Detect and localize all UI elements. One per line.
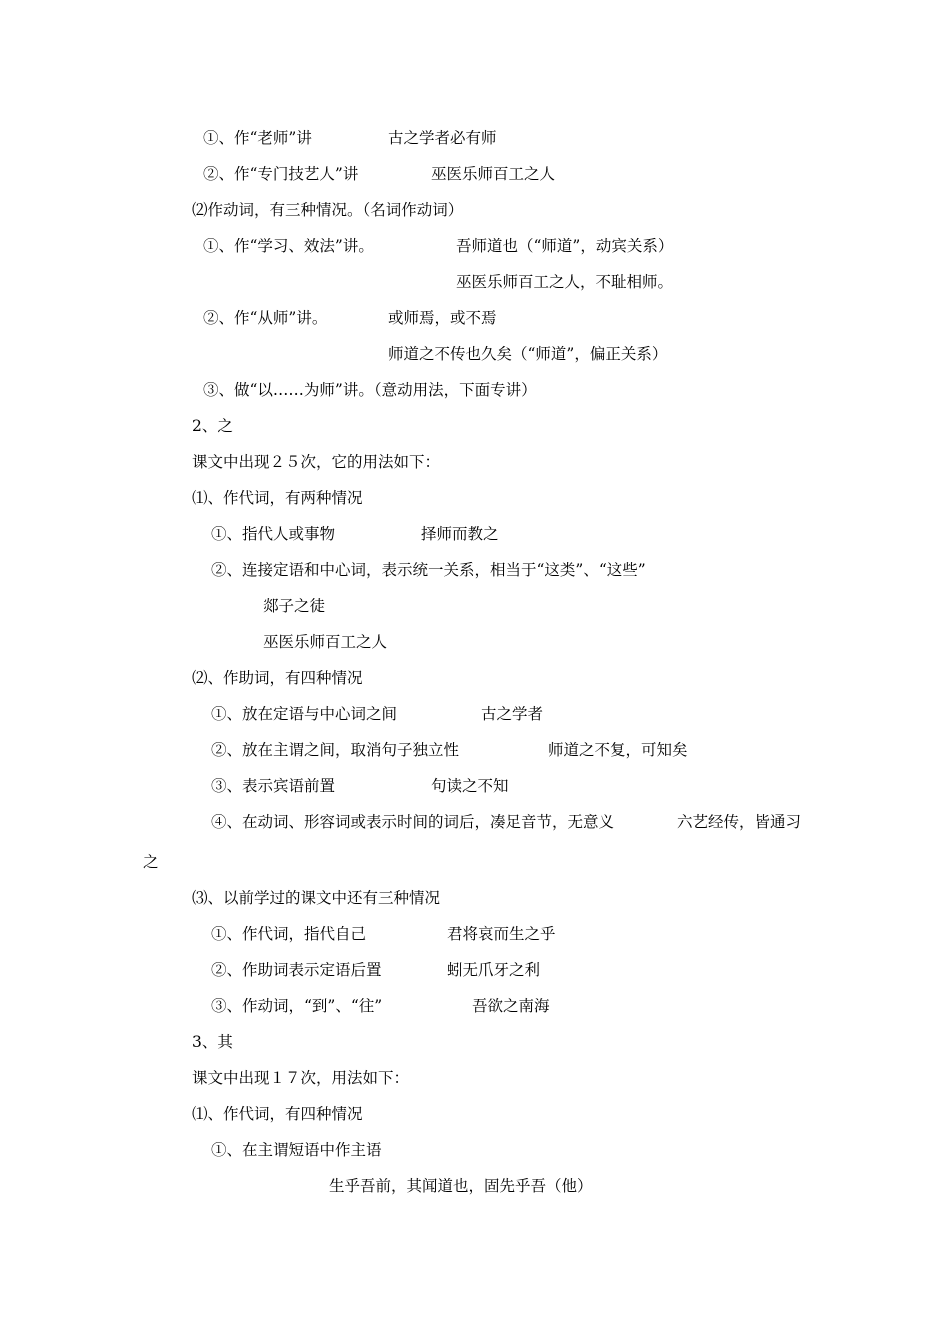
text-line: 郯子之徒 [263, 597, 326, 615]
text-line: ⑶、以前学过的课文中还有三种情况 [192, 889, 441, 907]
text-line: 君将哀而生之乎 [447, 925, 556, 943]
text-line: ②、作“从师”讲。 [203, 309, 328, 327]
text-line: 巫医乐师百工之人，不耻相师。 [456, 273, 674, 291]
text-line: 吾师道也（“师道”，动宾关系） [456, 237, 674, 255]
text-line: ②、作“专门技艺人”讲 [203, 165, 359, 183]
text-line: 择师而教之 [421, 525, 499, 543]
text-line: ①、指代人或事物 [211, 525, 336, 543]
text-line: 吾欲之南海 [472, 997, 550, 1015]
text-line: ⑵、作助词，有四种情况 [192, 669, 363, 687]
text-line: 巫医乐师百工之人 [263, 633, 388, 651]
text-line: 师道之不传也久矣（“师道”，偏正关系） [388, 345, 668, 363]
text-line: ②、作助词表示定语后置 [211, 961, 382, 979]
section-heading: 2、之 [192, 417, 233, 435]
text-line: ⑴、作代词，有两种情况 [192, 489, 363, 507]
text-line: ⑵作动词，有三种情况。（名词作动词） [192, 201, 464, 219]
text-line: ②、连接定语和中心词，表示统一关系，相当于“这类”、“这些” [211, 561, 646, 579]
text-line: 句读之不知 [431, 777, 509, 795]
text-line: 六艺经传，皆通习 [677, 813, 802, 831]
text-line: ①、作“老师”讲 [203, 129, 312, 147]
text-line: 之 [143, 853, 159, 871]
text-line: 蚓无爪牙之利 [447, 961, 541, 979]
text-line: ③、作动词，“到”、“往” [211, 997, 383, 1015]
text-line: 或师焉，或不焉 [388, 309, 497, 327]
text-line: ⑴、作代词，有四种情况 [192, 1105, 363, 1123]
text-line: 课文中出现１７次，用法如下： [192, 1069, 410, 1087]
text-line: 师道之不复，可知矣 [548, 741, 688, 759]
text-line: ①、作代词，指代自己 [211, 925, 367, 943]
text-line: ④、在动词、形容词或表示时间的词后，凑足音节，无意义 [211, 813, 615, 831]
text-line: ①、作“学习、效法”讲。 [203, 237, 374, 255]
text-line: ①、放在定语与中心词之间 [211, 705, 398, 723]
text-line: 古之学者 [481, 705, 544, 723]
text-line: ①、在主谓短语中作主语 [211, 1141, 382, 1159]
section-heading: 3、其 [192, 1033, 233, 1051]
text-line: 古之学者必有师 [388, 129, 497, 147]
text-line: 课文中出现２５次，它的用法如下： [192, 453, 441, 471]
text-line: 巫医乐师百工之人 [431, 165, 556, 183]
text-line: ②、放在主谓之间，取消句子独立性 [211, 741, 460, 759]
text-line: ③、做“以……为师”讲。（意动用法，下面专讲） [203, 381, 537, 399]
text-line: 生乎吾前，其闻道也，固先乎吾（他） [329, 1177, 593, 1195]
text-line: ③、表示宾语前置 [211, 777, 336, 795]
